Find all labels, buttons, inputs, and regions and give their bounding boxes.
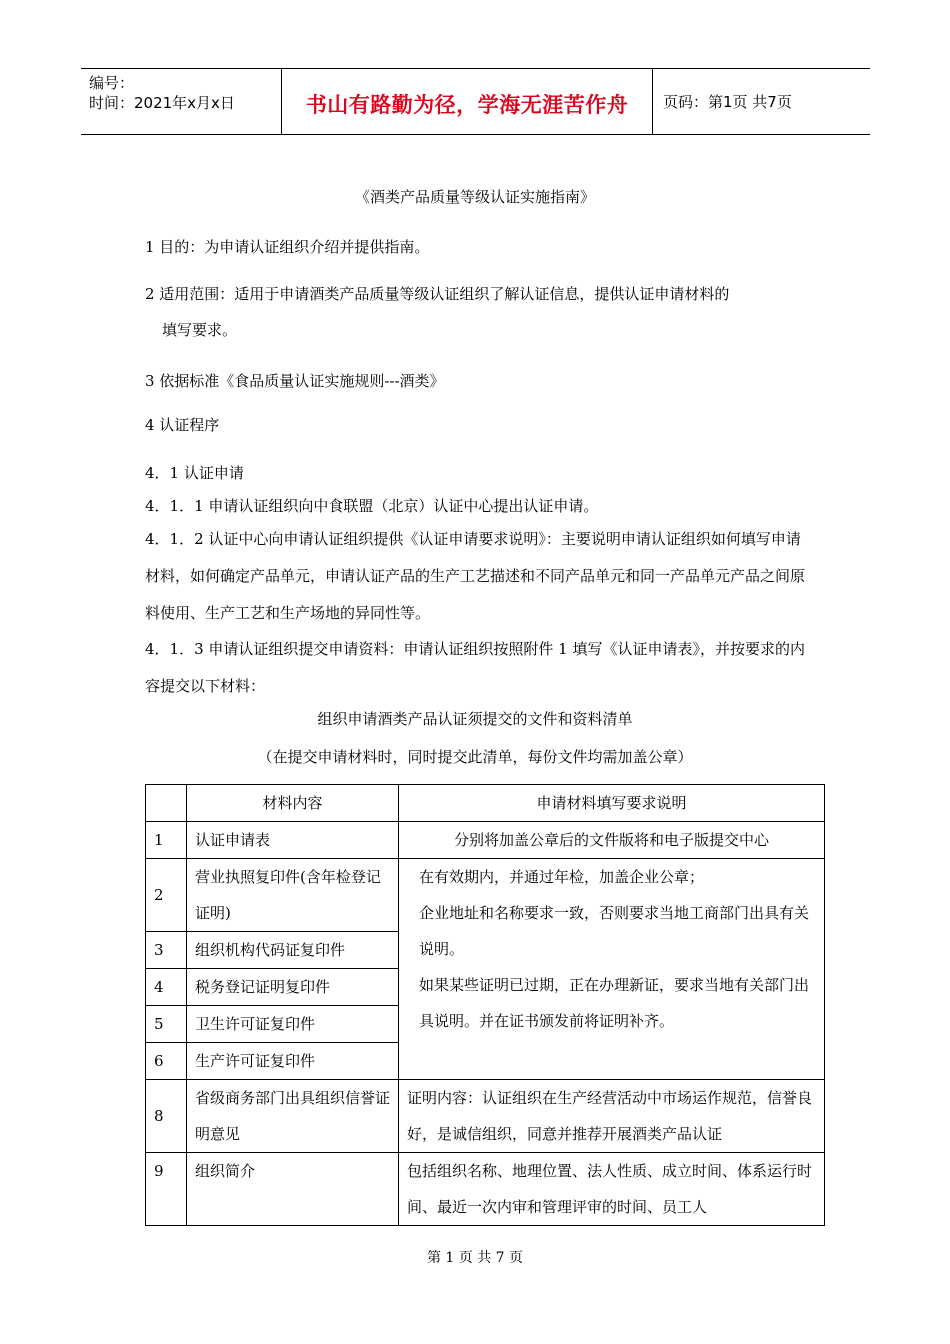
row-content: 省级商务部门出具组织信誉证明意见 [187,1080,399,1153]
row-content: 组织简介 [187,1153,399,1226]
section-4-1-3: 4．1．3 申请认证组织提交申请资料：申请认证组织按照附件 1 填写《认证申请表》，并按要求的内容提交以下材料： [145,640,805,695]
row-content: 组织机构代码证复印件 [187,932,399,969]
row-content: 卫生许可证复印件 [187,1006,399,1043]
list-note: （在提交申请材料时，同时提交此清单，每份文件均需加盖公章） [257,748,693,766]
row-content: 生产许可证复印件 [187,1043,399,1080]
list-title: 组织申请酒类产品认证须提交的文件和资料清单 [317,710,633,728]
merged-req-p1: 在有效期内，并通过年检，加盖企业公章； [419,868,705,886]
row-num: 3 [146,932,187,969]
number-label: 编号： [89,74,135,92]
row-req-merged [399,859,825,1080]
row-num: 5 [146,1006,187,1043]
row-req: 证明内容：认证组织在生产经营活动中市场运作规范，信誉良好，是诚信组织，同意并推荐开展酒类产品认证 [399,1080,825,1153]
table-row [146,822,825,859]
row-req: 分别将加盖公章后的文件版将和电子版提交中心 [399,822,825,859]
section-4-1-1: 4．1．1 申请认证组织向中食联盟（北京）认证中心提出认证申请。 [145,497,599,515]
row-num: 8 [146,1080,187,1153]
section-3: 3 依据标准《食品质量认证实施规则---酒类》 [145,372,445,390]
page-header [81,68,870,135]
row-num: 1 [146,822,187,859]
table-row [146,1080,825,1153]
table-row [146,1153,825,1226]
row-num: 9 [146,1153,187,1226]
header-meta [81,69,281,134]
table-row [146,859,825,932]
section-2-line1: 2 适用范围：适用于申请酒类产品质量等级认证组织了解认证信息，提供认证申请材料的 [145,285,730,303]
merged-req-p2: 企业地址和名称要求一致，否则要求当地工商部门出具有关说明。 [419,904,810,958]
time-label: 时间：2021年x月x日 [89,94,235,112]
table-header-content: 材料内容 [187,785,399,822]
row-num: 6 [146,1043,187,1080]
section-4-1-2: 4．1．2 认证中心向申请认证组织提供《认证申请要求说明》：主要说明申请认证组织如何填写申请材料，如何确定产品单元，申请认证产品的生产工艺描述和不同产品单元和同一产品单元产品之间原料使用、生产工艺和生产场地的异同性等。 [145,530,806,622]
merged-req-p3: 如果某些证明已过期，正在办理新证，要求当地有关部门出具说明。并在证书颁发前将证明补齐。 [419,976,810,1030]
row-num: 2 [146,859,187,932]
section-4: 4 认证程序 [145,416,220,434]
section-1: 1 目的：为申请认证组织介绍并提供指南。 [145,238,430,256]
header-page-info: 页码：第1页 共7页 [663,93,792,111]
row-content: 税务登记证明复印件 [187,969,399,1006]
header-motto: 书山有路勤为径，学海无涯苦作舟 [281,69,653,134]
doc-title: 《酒类产品质量等级认证实施指南》 [354,188,595,206]
row-req: 包括组织名称、地理位置、法人性质、成立时间、体系运行时间、最近一次内审和管理评审的时间、员工人 [399,1153,825,1226]
table-header-row [146,785,825,822]
row-content: 营业执照复印件(含年检登记证明) [187,859,399,932]
table-header-req: 申请材料填写要求说明 [399,785,825,822]
section-4-1: 4．1 认证申请 [145,464,244,482]
materials-table [145,784,825,1226]
page-footer: 第 1 页 共 7 页 [426,1250,524,1266]
section-2-line2: 填写要求。 [162,321,238,339]
row-content: 认证申请表 [187,822,399,859]
table-header-num [146,785,187,822]
row-num: 4 [146,969,187,1006]
